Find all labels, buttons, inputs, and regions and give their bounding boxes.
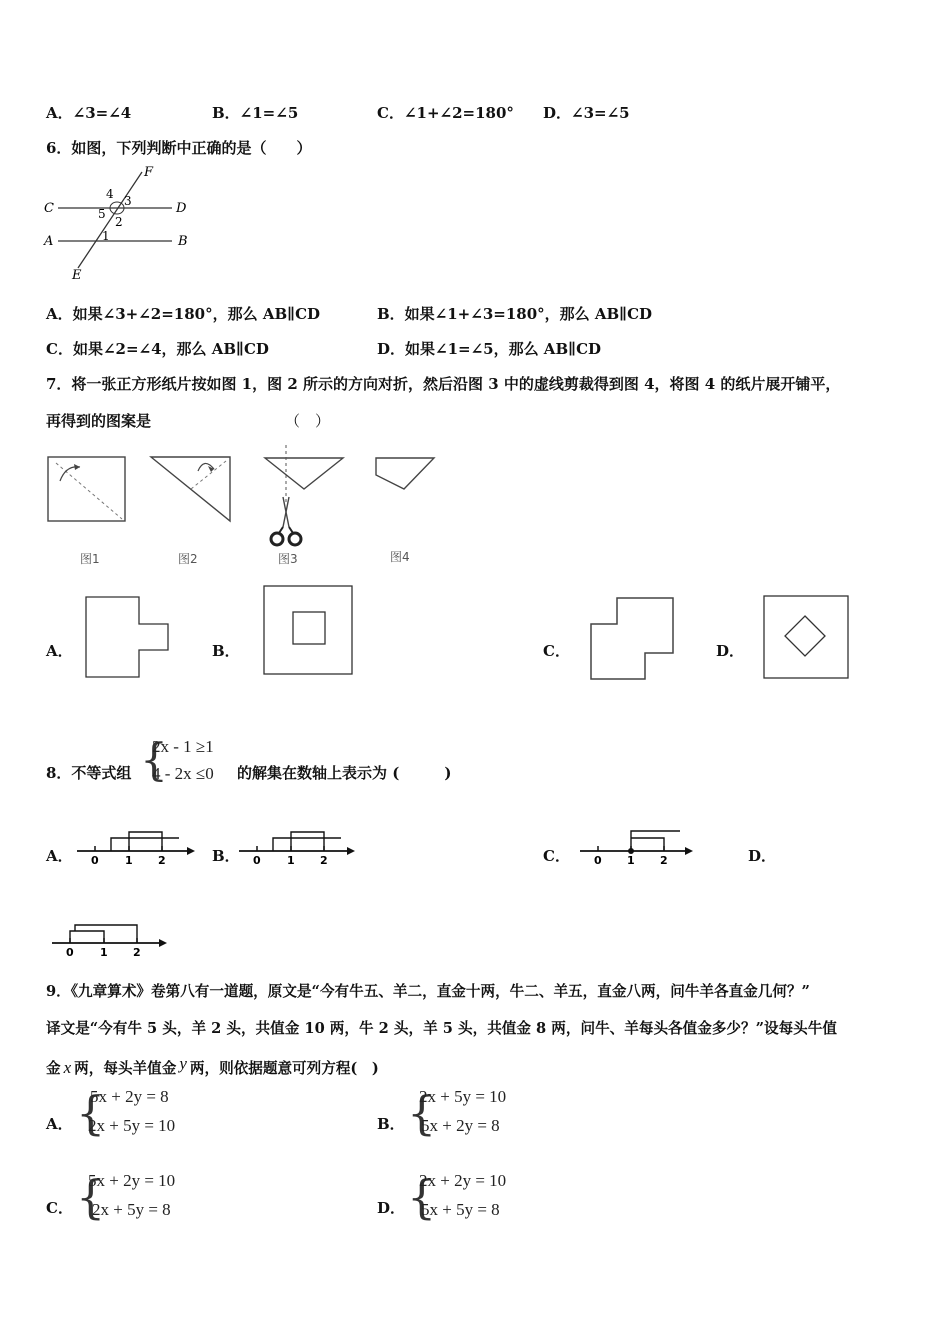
q6-label-d: D (176, 201, 187, 216)
q8b-tick-2: 2 (320, 854, 328, 867)
q8c-tick-0: 0 (594, 854, 602, 867)
q8-inequality-1: 2x - 1 ≥1 (152, 737, 214, 756)
q8c-tick-2: 2 (660, 854, 668, 867)
q7-option-c: C． (543, 642, 570, 660)
q9c-eq2: 2x + 5y = 8 (92, 1200, 171, 1219)
q6-label-2: 2 (115, 215, 123, 229)
q8-option-b-numberline (237, 826, 362, 871)
q8d-tick-0: 0 (66, 946, 74, 959)
q9-option-c-system: { 5x + 2y = 10 2x + 5y = 8 (76, 1170, 176, 1224)
q8a-tick-0: 0 (91, 854, 99, 867)
q7-fold-figures (40, 445, 450, 570)
q6-label-3: 3 (124, 194, 132, 208)
q7-fig3-label: 图3 (278, 552, 298, 566)
q9a-eq1: 5x + 2y = 8 (90, 1087, 169, 1106)
q7-fig2-label: 图2 (178, 552, 198, 566)
q9b-eq1: 2x + 5y = 10 (419, 1087, 507, 1106)
q7-answer-paren: （ ） (285, 412, 331, 430)
q6-label-1: 1 (102, 229, 110, 243)
q8-prefix: 8．不等式组 (46, 764, 132, 782)
q6-figure (40, 160, 200, 285)
q8-option-d-numberline (50, 915, 175, 960)
q9-option-d: D． (377, 1199, 406, 1217)
q7-option-b-shape (258, 580, 358, 680)
q8-option-c-numberline (578, 826, 703, 871)
q7-option-c-shape (585, 593, 680, 685)
q8a-tick-2: 2 (158, 854, 166, 867)
q9-text-mid: 两，每头羊值金 (74, 1060, 177, 1077)
q6-option-a: A．如果∠3+∠2=180°，那么 AB∥CD (46, 305, 321, 323)
q9-option-c: C． (46, 1199, 73, 1217)
q6-option-d: D．如果∠1=∠5，那么 AB∥CD (377, 340, 602, 358)
q7-stem-line1: 7．将一张正方形纸片按如图 1，图 2 所示的方向对折，然后沿图 3 中的虚线剪裁得到图 4，将图 4 的纸片展开铺平， (46, 375, 841, 393)
q9-var-x: x (63, 1058, 72, 1077)
q9-option-b: B． (377, 1115, 405, 1133)
q5-option-d: D．∠3=∠5 (543, 104, 630, 122)
q6-label-b: B (178, 234, 188, 249)
q8-option-b: B． (212, 847, 240, 865)
q9-stem-line3 (46, 1054, 379, 1078)
q7-stem-line2: 再得到的图案是 (46, 412, 152, 430)
q5-option-b: B．∠1=∠5 (212, 104, 299, 122)
q8d-tick-2: 2 (133, 946, 141, 959)
q7-fig4-label: 图4 (390, 550, 410, 564)
q9d-eq2: 5x + 5y = 8 (421, 1200, 500, 1219)
q8c-tick-1: 1 (627, 854, 635, 867)
q9-stem-line1: 9．《九章算术》卷第八有一道题，原文是“今有牛五、羊二，直金十两，牛二、羊五，直金八两，问牛羊各直金几何？” (46, 983, 810, 1000)
q5-option-c: C．∠1+∠2=180° (377, 104, 514, 122)
q6-option-b: B．如果∠1+∠3=180°，那么 AB∥CD (377, 305, 653, 323)
q9-text-jin: 金 (46, 1060, 61, 1077)
q7-option-b: B． (212, 642, 240, 660)
q6-label-5: 5 (98, 207, 106, 221)
q8a-tick-1: 1 (125, 854, 133, 867)
q8-inequality-system: { 2x - 1 ≥1 4 - 2x ≤0 (140, 735, 214, 786)
q5-option-a: A．∠3=∠4 (46, 104, 132, 122)
q9-text-end: 两，则依据题意可列方程( ) (189, 1060, 379, 1077)
q8-option-a-numberline (75, 826, 200, 871)
q6-stem: 6．如图，下列判断中正确的是（ ） (46, 139, 312, 157)
q6-label-e: E (72, 268, 82, 283)
q6-option-c: C．如果∠2=∠4，那么 AB∥CD (46, 340, 269, 358)
q9-option-a-system: { 5x + 2y = 8 2x + 5y = 10 (76, 1086, 176, 1140)
q6-label-f: F (144, 165, 154, 180)
q9a-eq2: 2x + 5y = 10 (88, 1116, 176, 1135)
q6-label-c: C (44, 201, 54, 216)
q6-label-a: A (44, 234, 54, 249)
q8-option-d: D． (748, 847, 777, 865)
q7-option-d-shape (758, 590, 854, 684)
q8d-tick-1: 1 (100, 946, 108, 959)
q6-label-4: 4 (106, 187, 114, 201)
q8-suffix: 的解集在数轴上表示为 ( ) (237, 764, 452, 782)
q8-inequality-2: 4 - 2x ≤0 (152, 764, 214, 783)
q9c-eq1: 5x + 2y = 10 (88, 1171, 176, 1190)
q9-option-d-system: { 2x + 2y = 10 5x + 5y = 8 (407, 1170, 507, 1224)
q8-option-a: A． (46, 847, 73, 865)
q9-option-b-system: { 2x + 5y = 10 5x + 2y = 8 (407, 1086, 507, 1140)
q9-option-a: A． (46, 1115, 73, 1133)
q7-option-a: A． (46, 642, 73, 660)
q8-option-c: C． (543, 847, 570, 865)
q9-stem-line2: 译文是“今有牛 5 头，羊 2 头，共值金 10 两，牛 2 头，羊 5 头，共值金 8 两，问牛、羊每头各值金多少？”设每头牛值 (46, 1020, 837, 1037)
q9b-eq2: 5x + 2y = 8 (421, 1116, 500, 1135)
q9d-eq1: 2x + 2y = 10 (419, 1171, 507, 1190)
q7-option-a-shape (80, 592, 180, 682)
q8b-tick-1: 1 (287, 854, 295, 867)
q7-option-d: D． (716, 642, 745, 660)
q8b-tick-0: 0 (253, 854, 261, 867)
q9-var-y: y (179, 1054, 187, 1073)
q7-fig1-label: 图1 (80, 552, 100, 566)
